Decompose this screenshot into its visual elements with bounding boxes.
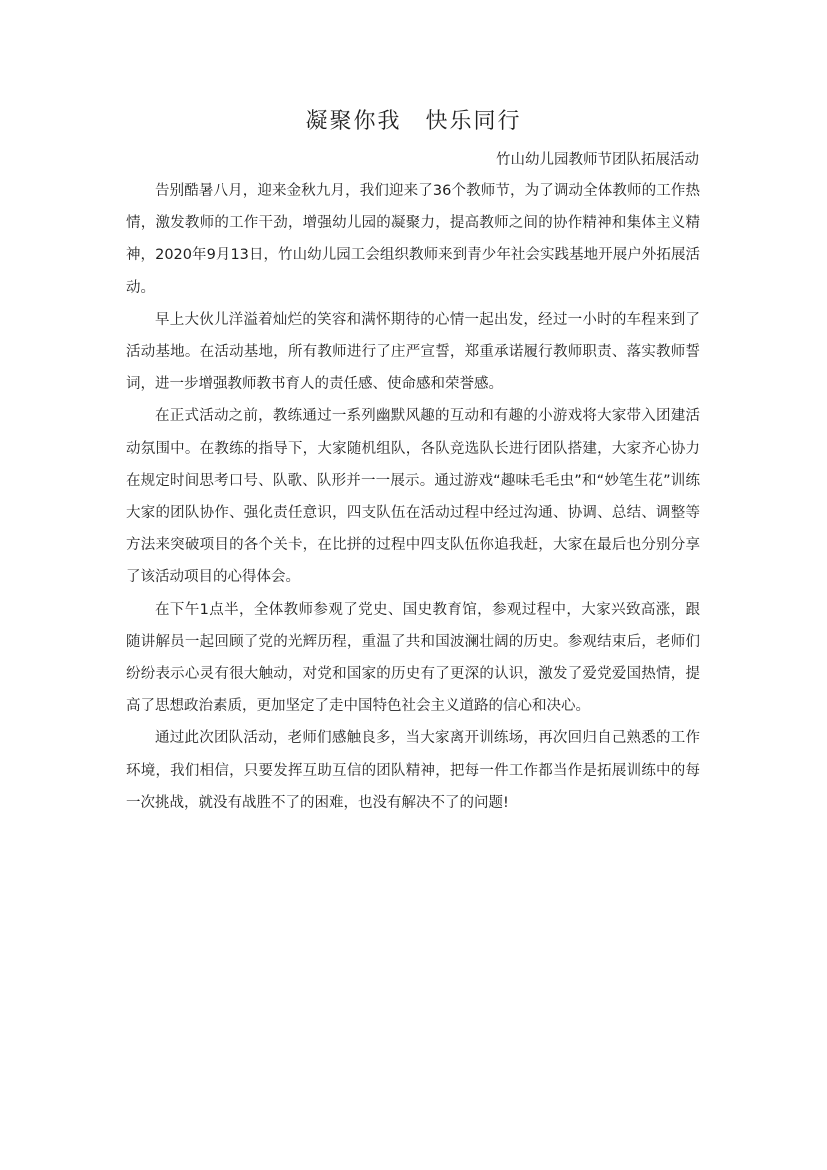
paragraph-3: 在正式活动之前，教练通过一系列幽默风趣的互动和有趣的小游戏将大家带入团建活动氛围中。在教练的指导下，大家随机组队，各队竞选队长进行团队搭建，大家齐心协力在规定时间思考口号、队歌、队形并一一展示。通过游戏“趣味毛毛虫”和“妙笔生花”训练大家的团队协作、强化责任意识，四支队伍在活动过程中经过沟通、协调、总结、调整等方法来突破项目的各个关卡，在比拼的过程中四支队伍你追我赶，大家在最后也分别分享了该活动项目的心得体会。 <box>126 408 700 586</box>
document-body <box>126 175 700 819</box>
document-title: 凝聚你我 快乐同行 <box>305 109 522 134</box>
paragraph-1: 告别酷暑八月，迎来金秋九月，我们迎来了36个教师节，为了调动全体教师的工作热情，激发教师的工作干劲，增强幼儿园的凝聚力，提高教师之间的协作精神和集体主义精神，2020年9月13日，竹山幼儿园工会组织教师来到青少年社会实践基地开展户外拓展活动。 <box>126 183 700 296</box>
document-subtitle: 竹山幼儿园教师节团队拓展活动 <box>496 152 699 168</box>
paragraph-2: 早上大伙儿洋溢着灿烂的笑容和满怀期待的心情一起出发，经过一小时的车程来到了活动基地。在活动基地，所有教师进行了庄严宣誓，郑重承诺履行教师职责、落实教师誓词，进一步增强教师教书育人的责任感、使命感和荣誉感。 <box>126 311 700 393</box>
paragraph-5: 通过此次团队活动，老师们感触良多，当大家离开训练场，再次回归自己熟悉的工作环境，我们相信，只要发挥互助互信的团队精神，把每一件工作都当作是拓展训练中的每一次挑战，就没有战胜不了的困难，也没有解决不了的问题! <box>126 730 700 811</box>
paragraph-4: 在下午1点半，全体教师参观了党史、国史教育馆，参观过程中，大家兴致高涨，跟随讲解员一起回顾了党的光辉历程，重温了共和国波澜壮阔的历史。参观结束后，老师们纷纷表示心灵有很大触动，对党和国家的历史有了更深的认识，激发了爱党爱国热情，提高了思想政治素质，更加坚定了走中国特色社会主义道路的信心和决心。 <box>126 601 700 715</box>
